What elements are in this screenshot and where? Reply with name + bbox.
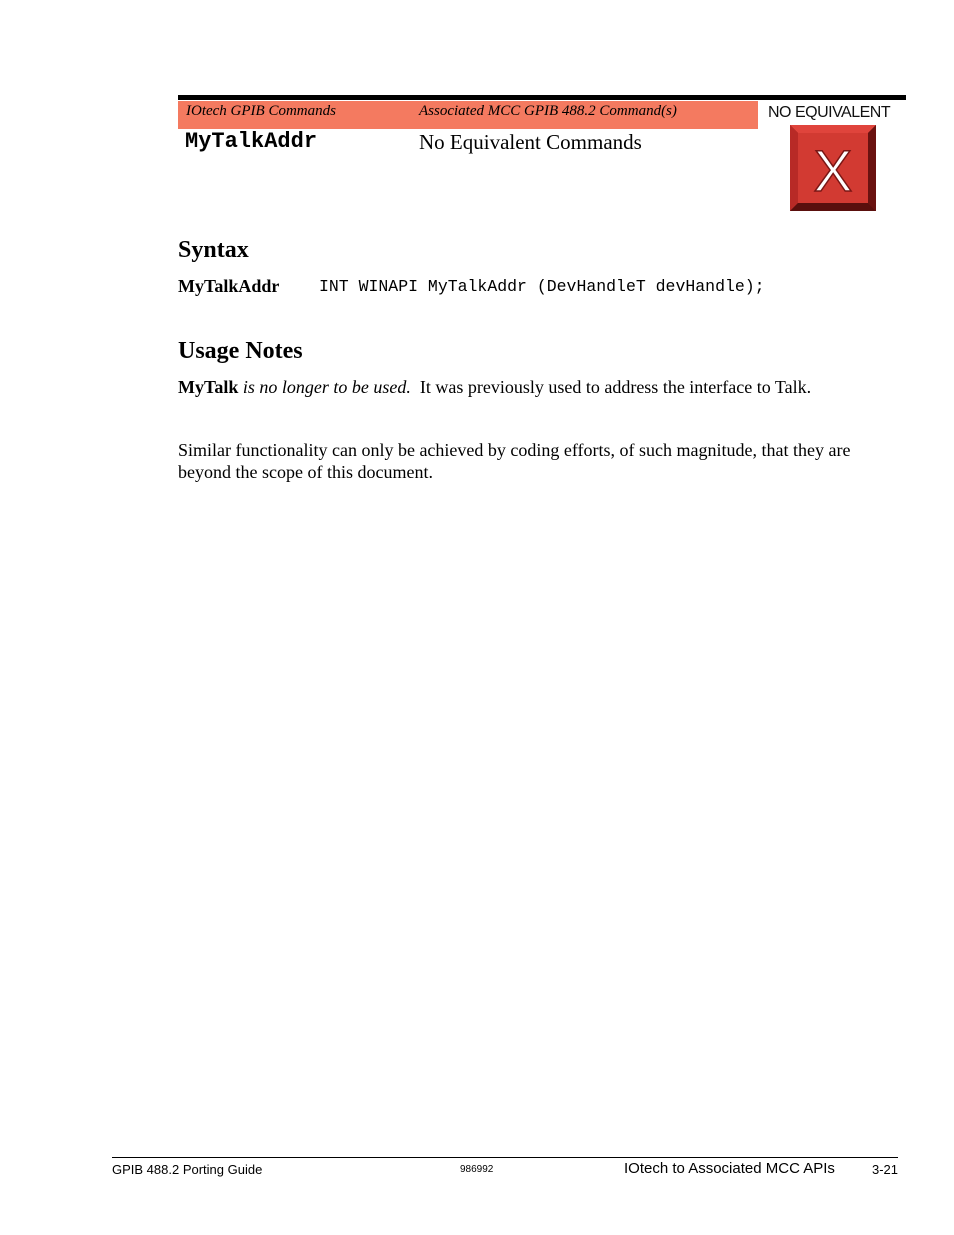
header-left-label: IOtech GPIB Commands bbox=[186, 103, 336, 119]
footer-document-number: 986992 bbox=[460, 1164, 494, 1175]
usage-function-name: MyTalk bbox=[178, 377, 239, 397]
equivalent-commands: No Equivalent Commands bbox=[419, 130, 642, 154]
usage-paragraph-2: Similar functionality can only be achieved by coding efforts, of such magnitude, that they are beyond the scope of this document. bbox=[178, 440, 851, 482]
x-mark-icon bbox=[790, 125, 876, 211]
syntax-heading: Syntax bbox=[178, 237, 249, 263]
footer-section-title: IOtech to Associated MCC APIs bbox=[624, 1160, 835, 1177]
usage-paragraph-1 bbox=[178, 376, 898, 398]
footer-guide-title: GPIB 488.2 Porting Guide bbox=[112, 1162, 263, 1177]
usage-deprecation-note: is no longer to be used. bbox=[238, 377, 411, 397]
footer-rule bbox=[112, 1157, 898, 1158]
no-equivalent-label: NO EQUIVALENT bbox=[768, 104, 891, 121]
syntax-function-name: MyTalkAddr bbox=[178, 276, 280, 296]
syntax-code: INT WINAPI MyTalkAddr (DevHandleT devHandle); bbox=[319, 277, 765, 296]
usage-description: It was previously used to address the interface to Talk. bbox=[410, 377, 812, 397]
svg-text:X: X bbox=[813, 139, 853, 204]
header-right-label: Associated MCC GPIB 488.2 Command(s) bbox=[419, 103, 677, 119]
command-name: MyTalkAddr bbox=[185, 129, 318, 154]
footer-page-number: 3-21 bbox=[872, 1162, 899, 1177]
usage-notes-heading: Usage Notes bbox=[178, 338, 303, 364]
